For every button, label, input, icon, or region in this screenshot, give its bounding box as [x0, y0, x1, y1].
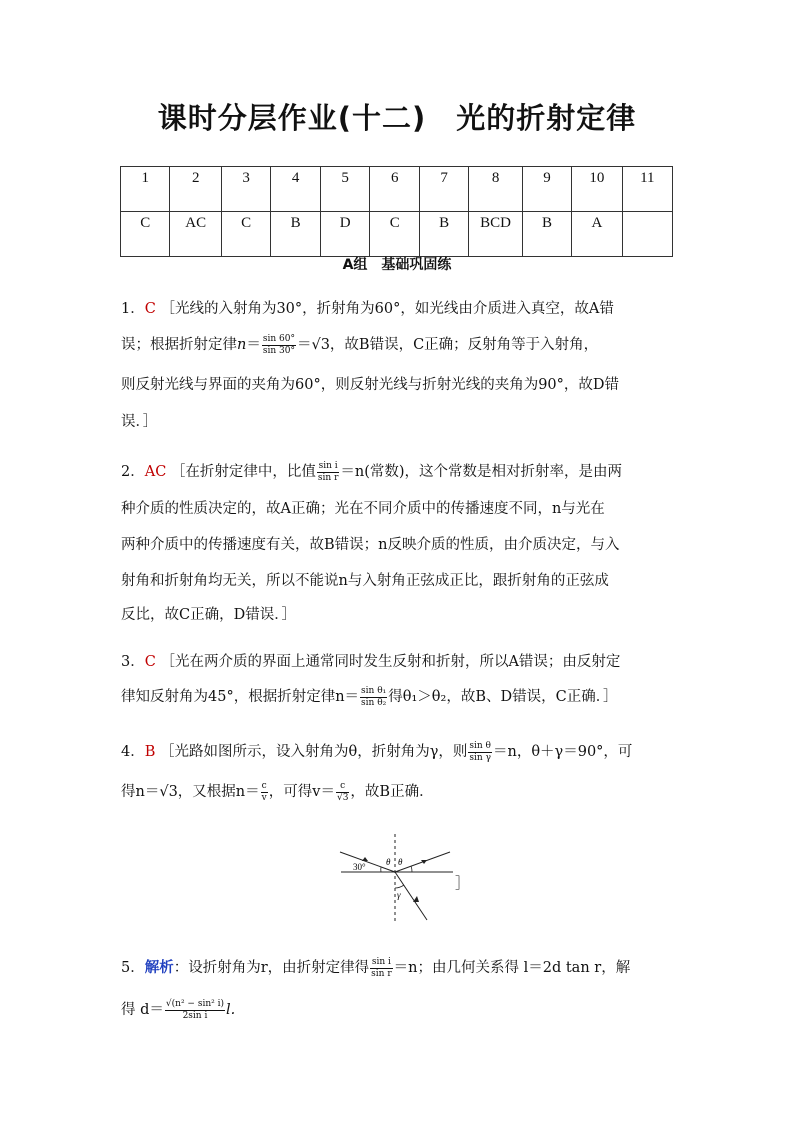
- q4-text: ［光路如图所示，设入射角为θ，折射角为γ，则: [160, 744, 468, 760]
- q3-text: 律知反射角为45°，根据折射定律n＝: [121, 689, 360, 705]
- theta-label-right: θ: [398, 857, 403, 867]
- q1-line-2: [121, 333, 677, 357]
- angle-30-label: 30°: [353, 862, 366, 872]
- refraction-diagram: [335, 832, 457, 924]
- q2-text: ＝n(常数)，这个常数是相对折射率，是由两: [340, 464, 623, 480]
- q1-text: ＝√3，故B错误，C正确；反射角等于入射角，: [296, 337, 599, 353]
- q4-fraction-c-sqrt3: $\frac{c}{√3}$: [336, 780, 349, 803]
- table-cell: B: [419, 212, 468, 257]
- q4-number: 4．: [121, 744, 145, 760]
- table-cell: 8: [469, 167, 522, 212]
- q1-answer: C: [144, 301, 156, 317]
- answer-table-answer-row: [121, 212, 673, 257]
- table-cell: AC: [170, 212, 222, 257]
- q5-text: ＝n；由几何关系得 l＝2d tan r，解: [393, 960, 631, 976]
- q3-answer: C: [144, 654, 156, 670]
- table-cell: 4: [271, 167, 320, 212]
- gamma-label: γ: [397, 890, 401, 900]
- q5-fraction: $\frac{\text{sin i}}{\text{sin r}}$: [371, 956, 392, 979]
- refracted-arrow-icon: [413, 896, 419, 902]
- q5-text: l.: [225, 1002, 236, 1018]
- q4-line-2: [121, 780, 677, 804]
- table-cell: 5: [320, 167, 370, 212]
- q4-answer: B: [144, 744, 156, 760]
- table-cell: 3: [221, 167, 270, 212]
- q5-line-2: [121, 998, 677, 1022]
- q5-fraction-d: $\frac{\text{√(n² − sin² i)}}{\text{2sin i}}$: [165, 998, 224, 1021]
- table-cell: 9: [522, 167, 571, 212]
- table-cell: 2: [170, 167, 222, 212]
- q1-text: 误；根据折射定律: [121, 337, 237, 353]
- table-cell: C: [370, 212, 419, 257]
- q2-line-4: 射角和折射角均无关，所以不能说n与入射角正弦成正比，跟折射角的正弦成: [121, 573, 609, 589]
- answer-table: [120, 166, 673, 257]
- q2-number: 2．: [121, 464, 145, 480]
- table-cell: D: [320, 212, 370, 257]
- q3-line-2: [121, 685, 677, 709]
- q2-fraction: $\frac{\text{sin i}}{\text{sin r}}$: [317, 460, 339, 483]
- q1-line-4: 误．］: [121, 414, 158, 430]
- table-cell: C: [121, 212, 170, 257]
- q4-fraction-c-v: $\frac{c}{v}$: [261, 780, 267, 803]
- q4-text: ，故B正确．: [350, 784, 434, 800]
- table-cell: A: [572, 212, 622, 257]
- q3-text: 得θ₁＞θ₂，故B、D错误，C正确．］: [388, 689, 618, 705]
- q5-label: 解析: [144, 959, 174, 976]
- q5-text: ：设折射角为r，由折射定律得: [173, 960, 370, 976]
- q3-number: 3．: [121, 654, 145, 670]
- page-title: 课时分层作业(十二) 光的折射定律: [157, 101, 637, 135]
- q4-fraction: $\frac{\text{sin θ}}{\text{sin γ}}$: [469, 740, 491, 763]
- closing-bracket: ］: [455, 874, 471, 892]
- incident-arrow-icon: [362, 857, 368, 861]
- q4-text: 得n＝√3，又根据n＝: [121, 784, 260, 800]
- q1-number: 1．: [121, 301, 145, 317]
- q3-fraction: $\frac{\text{sin θ₁}}{\text{sin θ₂}}$: [361, 685, 387, 708]
- q1-fraction: $\frac{\sin 60^\circ}{\sin 30^\circ}$: [262, 333, 295, 356]
- q1-text: ＝: [246, 337, 261, 353]
- q1-var-n: n: [237, 337, 247, 353]
- theta-label-left: θ: [386, 857, 391, 867]
- table-cell: 10: [572, 167, 622, 212]
- q5-text: 得 d＝: [121, 1002, 164, 1018]
- q2-line-3: 两种介质中的传播速度有关，故B错误；n反映介质的性质，由介质决定，与入: [121, 537, 620, 553]
- q5-line-1: [121, 956, 677, 980]
- q4-line-1: [121, 740, 677, 764]
- table-cell: 11: [622, 167, 672, 212]
- table-cell: B: [271, 212, 320, 257]
- q1-line-3: 则反射光线与界面的夹角为60°，则反射光线与折射光线的夹角为90°，故D错: [121, 377, 620, 393]
- table-cell: B: [522, 212, 571, 257]
- table-cell: 1: [121, 167, 170, 212]
- answer-table-number-row: [121, 167, 673, 212]
- q5-number: 5．: [121, 960, 145, 976]
- table-cell-empty: [622, 212, 672, 257]
- q2-line-2: 种介质的性质决定的，故A正确；光在不同介质中的传播速度不同，n与光在: [121, 501, 605, 517]
- q1-line-1: [121, 297, 677, 318]
- group-heading: A组 基础巩固练: [342, 257, 452, 273]
- table-cell: 6: [370, 167, 419, 212]
- table-cell: C: [221, 212, 270, 257]
- q1-text: ［光线的入射角为30°，折射角为60°，如光线由介质进入真空，故A错: [160, 301, 614, 317]
- q2-text: ［在折射定律中，比值: [170, 464, 316, 480]
- q3-text: ［光在两介质的界面上通常同时发生反射和折射，所以A错误；由反射定: [160, 654, 621, 670]
- table-cell: 7: [419, 167, 468, 212]
- q4-text: ＝n，θ＋γ＝90°，可: [492, 744, 633, 760]
- q2-answer: AC: [144, 464, 167, 480]
- q2-line-5: 反比，故C正确，D错误．］: [121, 607, 296, 623]
- q3-line-1: [121, 650, 677, 671]
- q2-line-1: [121, 460, 677, 484]
- q4-text: ，可得v＝: [268, 784, 335, 800]
- table-cell: BCD: [469, 212, 522, 257]
